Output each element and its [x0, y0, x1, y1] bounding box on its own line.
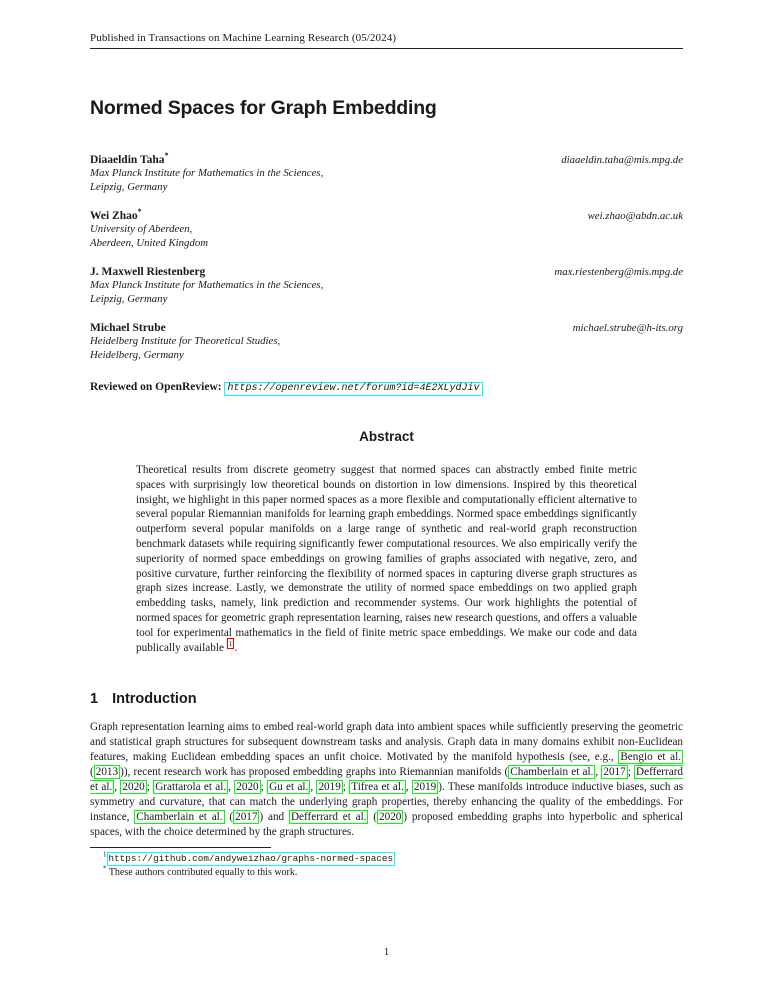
author-entry: [90, 321, 683, 362]
text-run: (: [368, 811, 378, 824]
citation-link[interactable]: 2019: [318, 781, 341, 794]
review-line: [90, 381, 683, 396]
equal-contribution-mark: *: [164, 151, 169, 161]
footnotes: [90, 852, 683, 879]
introduction-paragraph: [90, 720, 683, 840]
footnote-rule: [90, 847, 271, 848]
abstract-text: [136, 463, 637, 655]
citation-link[interactable]: 2017: [235, 811, 258, 824]
citation-link[interactable]: Tifrea et al.: [351, 781, 404, 794]
section-heading-introduction: [90, 691, 683, 707]
text-run: ;: [146, 781, 154, 794]
code-link[interactable]: https://github.com/andyweizhao/graphs-normed-spaces: [108, 853, 394, 865]
author-affiliation: Leipzig, Germany: [90, 180, 168, 193]
header-rule: [90, 48, 683, 49]
author-entry: [90, 209, 683, 250]
citation-link[interactable]: 2013: [95, 766, 119, 779]
author-affiliation: University of Aberdeen,: [90, 223, 193, 235]
text-run: ) and: [259, 811, 289, 824]
text-run: ,: [310, 781, 317, 794]
text-run: Theoretical results from discrete geometry suggest that normed spaces can abstractly embed finite metric spaces with surprisingly low theoretical bounds on distortion in low dimensions. Inspired by this theoretical insight, we highlight in this paper normed spaces as a more flexible and computationally efficient alternative to several popular Riemannian manifolds for learning graph embeddings. Normed space embeddings significantly outperform several popular manifolds on a large range of synthetic and real-world graph reconstruction benchmark datasets while requiring significantly fewer computational resources. We also empirically verify the superiority of normed space embeddings on growing families of graphs associated with negative, zero, and positive curvature, further reinforcing the flexibility of normed spaces in capturing diverse graph structures as graph sizes increase. Lastly, we demonstrate the utility of normed space embeddings on two applied graph embedding tasks, namely, link prediction and recommender systems. Our work highlights the potential of normed spaces for geometric graph representation learning, raises new research questions, and offers a valuable tool for experimental mathematics in the field of finite metric space embeddings. We make our code and data publically available: [136, 464, 637, 654]
text-run: ;: [260, 781, 268, 794]
citation-link[interactable]: 2020: [236, 781, 259, 794]
author-entry: [90, 153, 683, 194]
citation-link[interactable]: Gu et al.: [269, 781, 309, 794]
author-block: [90, 153, 683, 362]
footnote-code: [103, 852, 683, 866]
openreview-link[interactable]: https://openreview.net/forum?id=4E2XLydJiv: [224, 382, 482, 396]
text-run: ) proposed embedding graphs into hyperbolic and spherical spaces, with the choice determined by the graph structures.: [90, 811, 683, 839]
text-run: ). These manifolds introduce inductive biases, such as symmetry and curvature, that can match the underlying graph properties, thereby enhancing the quality of the embeddings. For instance,: [90, 781, 684, 824]
abstract-heading: Abstract: [359, 429, 414, 444]
author-affiliation: Max Planck Institute for Mathematics in the Sciences,: [90, 279, 324, 291]
citation-link[interactable]: Chamberlain et al.: [510, 766, 594, 779]
author-email: wei.zhao@abdn.ac.uk: [587, 210, 683, 222]
author-name: Michael Strube: [90, 322, 166, 334]
paper-title: Normed Spaces for Graph Embedding: [90, 97, 437, 119]
citation-link[interactable]: Defferrard et al.: [90, 766, 684, 794]
citation-link[interactable]: 2019: [413, 781, 437, 794]
author-name: Diaaeldin Taha*: [90, 151, 169, 166]
author-affiliation: Heidelberg, Germany: [90, 348, 184, 361]
page-content: [90, 0, 683, 879]
text-run: (: [90, 766, 94, 779]
text-run: .: [234, 641, 238, 654]
review-label: Reviewed on OpenReview:: [90, 381, 222, 393]
citation-link[interactable]: Bengio et al.: [620, 751, 681, 764]
author-name: Wei Zhao*: [90, 207, 142, 222]
citation-link[interactable]: 2020: [379, 811, 402, 824]
text-run: (: [224, 811, 234, 824]
equal-contribution-mark: *: [137, 207, 142, 217]
text-run: ,: [114, 781, 121, 794]
citation-link[interactable]: Defferrard et al.: [290, 811, 367, 824]
author-entry: [90, 265, 683, 306]
text-run: ,: [405, 781, 412, 794]
author-affiliation: Leipzig, Germany: [90, 292, 168, 305]
author-affiliation: Max Planck Institute for Mathematics in the Sciences,: [90, 167, 324, 179]
text-run: Graph representation learning aims to embed real-world graph data into ambient spaces while sufficiently preserving the geometric and statistical graph structures for subsequent downstream tasks and analysis. Graph data in many domains exhibit non-Euclidean features, making Euclidean embedding spaces an unfit choice. Motivated by the manifold hypothesis (see, e.g.,: [90, 721, 683, 764]
text-run: ;: [342, 781, 350, 794]
text-run: )), recent research work has proposed embedding graphs into Riemannian manifolds (: [120, 766, 509, 779]
author-affiliation: Heidelberg Institute for Theoretical Studies,: [90, 335, 281, 347]
published-in-line: Published in Transactions on Machine Learning Research (05/2024): [90, 32, 397, 44]
author-email: michael.strube@h-its.org: [572, 322, 683, 334]
section-number: 1: [90, 691, 99, 708]
section-title: Introduction: [112, 691, 197, 708]
author-email: diaaeldin.taha@mis.mpg.de: [561, 154, 683, 166]
text-run: ;: [627, 766, 635, 779]
text-run: ,: [595, 766, 602, 779]
citation-link[interactable]: 2020: [122, 781, 145, 794]
footnote-equal-contribution: * These authors contributed equally to this work.: [103, 864, 298, 878]
text-run: ,: [228, 781, 235, 794]
author-email: max.riestenberg@mis.mpg.de: [554, 266, 683, 278]
citation-link[interactable]: Grattarola et al.: [155, 781, 227, 794]
author-affiliation: Aberdeen, United Kingdom: [90, 236, 209, 249]
author-name: J. Maxwell Riestenberg: [90, 266, 206, 278]
footnote-ref[interactable]: 1: [228, 638, 233, 648]
footnote-marker: 1: [103, 851, 107, 860]
footnote-marker: *: [103, 864, 107, 873]
page-number: 1: [383, 946, 390, 958]
citation-link[interactable]: 2017: [603, 766, 626, 779]
citation-link[interactable]: Chamberlain et al.: [136, 811, 223, 824]
